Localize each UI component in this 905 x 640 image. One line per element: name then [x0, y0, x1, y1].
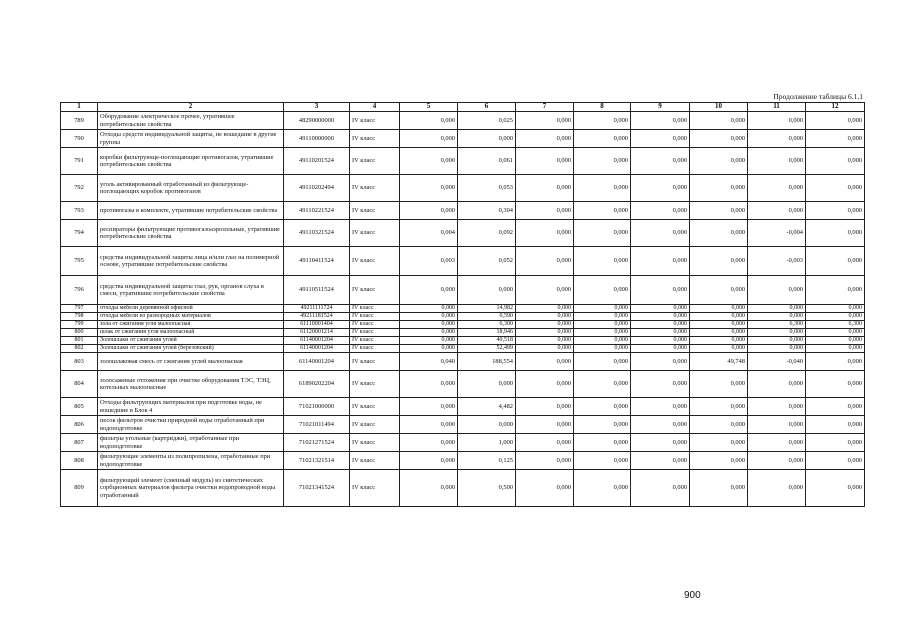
- waste-name: шлак от сжигания угля малоопасный: [98, 329, 284, 337]
- value-cell: 0,000: [400, 470, 458, 507]
- fkko-code: 49110201524: [284, 148, 350, 175]
- value-cell: 0,000: [631, 305, 690, 313]
- value-cell: 0,053: [458, 175, 516, 202]
- value-cell: 0,000: [748, 148, 806, 175]
- table-row: [61, 371, 865, 398]
- value-cell: 0,000: [806, 398, 865, 416]
- value-cell: 0,000: [574, 337, 631, 345]
- value-cell: 0,000: [516, 434, 574, 452]
- value-cell: 0,000: [516, 329, 574, 337]
- waste-name: зола от сжигания угля малоопасная: [98, 321, 284, 329]
- value-cell: 0,000: [400, 112, 458, 130]
- value-cell: 0,000: [400, 371, 458, 398]
- table-row: [61, 345, 865, 353]
- row-number: 791: [61, 148, 98, 175]
- value-cell: 0,000: [574, 130, 631, 148]
- hazard-class: IV класс: [350, 329, 400, 337]
- value-cell: 0,000: [631, 398, 690, 416]
- row-number: 807: [61, 434, 98, 452]
- table-row: [61, 321, 865, 329]
- value-cell: 40,518: [458, 337, 516, 345]
- col-header: 6: [458, 103, 516, 112]
- value-cell: 0,000: [748, 305, 806, 313]
- value-cell: 0,000: [806, 416, 865, 434]
- value-cell: 0,000: [574, 202, 631, 220]
- waste-name: средства индивидуальной защиты глаз, рук, органов слуха в смеси, утратившие потребительские свойства: [98, 276, 284, 305]
- table-row: [61, 247, 865, 276]
- hazard-class: IV класс: [350, 148, 400, 175]
- table-body: [61, 112, 865, 507]
- value-cell: 0,000: [690, 416, 748, 434]
- value-cell: 0,000: [690, 276, 748, 305]
- value-cell: 0,000: [806, 345, 865, 353]
- value-cell: 0,000: [516, 337, 574, 345]
- table-row: [61, 130, 865, 148]
- table-row: [61, 452, 865, 470]
- fkko-code: 61890202204: [284, 371, 350, 398]
- row-number: 790: [61, 130, 98, 148]
- value-cell: 0,092: [458, 220, 516, 247]
- value-cell: 0,000: [458, 371, 516, 398]
- value-cell: 49,748: [690, 353, 748, 371]
- value-cell: 0,061: [458, 148, 516, 175]
- value-cell: 0,000: [516, 305, 574, 313]
- value-cell: 0,000: [690, 130, 748, 148]
- value-cell: 0,000: [400, 434, 458, 452]
- value-cell: 0,000: [690, 329, 748, 337]
- value-cell: 0,000: [806, 130, 865, 148]
- value-cell: 0,000: [574, 175, 631, 202]
- row-number: 796: [61, 276, 98, 305]
- value-cell: 0,000: [806, 220, 865, 247]
- waste-name: противогазы в комплекте, утратившие потребительские свойства: [98, 202, 284, 220]
- value-cell: 0,000: [574, 416, 631, 434]
- value-cell: 0,000: [748, 470, 806, 507]
- value-cell: 0,000: [400, 452, 458, 470]
- value-cell: 0,000: [806, 329, 865, 337]
- value-cell: 0,000: [631, 371, 690, 398]
- hazard-class: IV класс: [350, 247, 400, 276]
- value-cell: 0,000: [631, 353, 690, 371]
- value-cell: 0,000: [400, 329, 458, 337]
- waste-name: Золошлаки от сжигания углей: [98, 337, 284, 345]
- value-cell: 0,000: [631, 247, 690, 276]
- value-cell: 0,000: [631, 452, 690, 470]
- hazard-class: IV класс: [350, 434, 400, 452]
- value-cell: 0,000: [748, 329, 806, 337]
- value-cell: 0,000: [400, 175, 458, 202]
- value-cell: 0,000: [458, 130, 516, 148]
- value-cell: 0,000: [516, 276, 574, 305]
- fkko-code: 49110321524: [284, 220, 350, 247]
- value-cell: 0,025: [458, 112, 516, 130]
- col-header: 5: [400, 103, 458, 112]
- value-cell: 6,300: [748, 321, 806, 329]
- value-cell: 0,000: [806, 470, 865, 507]
- row-number: 801: [61, 337, 98, 345]
- value-cell: 0,000: [748, 371, 806, 398]
- waste-name: респираторы фильтрующие противогазоаэрозольные, утратившие потребительские свойства: [98, 220, 284, 247]
- value-cell: 0,000: [574, 452, 631, 470]
- value-cell: 0,003: [400, 247, 458, 276]
- table-row: [61, 112, 865, 130]
- table-row: [61, 313, 865, 321]
- value-cell: 0,000: [400, 345, 458, 353]
- value-cell: 0,000: [748, 434, 806, 452]
- fkko-code: 49110511524: [284, 276, 350, 305]
- value-cell: 0,000: [574, 112, 631, 130]
- value-cell: 0,000: [516, 452, 574, 470]
- value-cell: 0,000: [400, 313, 458, 321]
- value-cell: 0,000: [748, 452, 806, 470]
- value-cell: 0,000: [806, 148, 865, 175]
- col-header: 8: [574, 103, 631, 112]
- waste-name: фильтрующие элементы из полипропилена, отработанные при водоподготовке: [98, 452, 284, 470]
- value-cell: 0,000: [574, 470, 631, 507]
- waste-name: отходы мебели деревянной офисной: [98, 305, 284, 313]
- value-cell: 0,000: [516, 353, 574, 371]
- waste-name: золосажевые отложения при очистке оборудования ТЭС, ТЭЦ, котельных малоопасные: [98, 371, 284, 398]
- waste-name: фильтрующий элемент (сменный модуль) из синтетических сорбционных материалов фильтра очистки водопроводной воды отработанный: [98, 470, 284, 507]
- fkko-code: 61110001404: [284, 321, 350, 329]
- value-cell: 0,000: [748, 398, 806, 416]
- table-row: [61, 416, 865, 434]
- value-cell: 0,000: [806, 371, 865, 398]
- value-cell: 0,500: [458, 470, 516, 507]
- value-cell: 0,000: [631, 416, 690, 434]
- value-cell: 0,000: [574, 220, 631, 247]
- value-cell: 52,499: [458, 345, 516, 353]
- value-cell: 0,000: [631, 329, 690, 337]
- value-cell: 0,000: [690, 220, 748, 247]
- col-header: 12: [806, 103, 865, 112]
- value-cell: 0,000: [400, 321, 458, 329]
- value-cell: 0,000: [631, 321, 690, 329]
- value-cell: 0,000: [400, 148, 458, 175]
- row-number: 804: [61, 371, 98, 398]
- value-cell: 0,000: [516, 175, 574, 202]
- fkko-code: 49110221524: [284, 202, 350, 220]
- table-row: [61, 470, 865, 507]
- waste-name: уголь активированный отработанный из фильтрующе-поглощающих коробок противогазов: [98, 175, 284, 202]
- value-cell: 0,000: [806, 434, 865, 452]
- fkko-code: 71021000000: [284, 398, 350, 416]
- value-cell: 0,000: [631, 337, 690, 345]
- value-cell: 0,000: [400, 398, 458, 416]
- header-row: [61, 103, 865, 112]
- col-header: 1: [61, 103, 98, 112]
- value-cell: 0,000: [690, 434, 748, 452]
- value-cell: 0,000: [574, 371, 631, 398]
- value-cell: 0,000: [516, 470, 574, 507]
- row-number: 809: [61, 470, 98, 507]
- hazard-class: IV класс: [350, 276, 400, 305]
- waste-table: [60, 102, 865, 507]
- value-cell: 0,000: [631, 148, 690, 175]
- value-cell: 0,000: [690, 345, 748, 353]
- value-cell: 18,946: [458, 329, 516, 337]
- value-cell: 0,000: [748, 175, 806, 202]
- hazard-class: IV класс: [350, 416, 400, 434]
- hazard-class: IV класс: [350, 470, 400, 507]
- row-number: 798: [61, 313, 98, 321]
- value-cell: 188,554: [458, 353, 516, 371]
- fkko-code: 71021341524: [284, 470, 350, 507]
- value-cell: 0,000: [516, 247, 574, 276]
- hazard-class: IV класс: [350, 313, 400, 321]
- value-cell: 0,000: [400, 305, 458, 313]
- value-cell: 0,000: [806, 305, 865, 313]
- waste-name: золошлаковая смесь от сжигания углей малоопасная: [98, 353, 284, 371]
- waste-name: коробки фильтрующе-поглощающие противогазов, утратившие потребительские свойства: [98, 148, 284, 175]
- value-cell: 0,000: [631, 175, 690, 202]
- value-cell: 0,000: [690, 337, 748, 345]
- value-cell: 0,000: [690, 175, 748, 202]
- col-header: 10: [690, 103, 748, 112]
- value-cell: 0,000: [690, 148, 748, 175]
- value-cell: 0,590: [458, 313, 516, 321]
- value-cell: 0,000: [574, 148, 631, 175]
- value-cell: 0,000: [516, 202, 574, 220]
- hazard-class: IV класс: [350, 345, 400, 353]
- fkko-code: 49110411524: [284, 247, 350, 276]
- value-cell: 0,000: [400, 276, 458, 305]
- table-row: [61, 434, 865, 452]
- table-caption: Продолжение таблицы 6.1.1: [773, 92, 863, 101]
- fkko-code: 61140001204: [284, 353, 350, 371]
- value-cell: 0,000: [806, 337, 865, 345]
- value-cell: 0,000: [690, 398, 748, 416]
- value-cell: 0,000: [690, 202, 748, 220]
- fkko-code: 61140001204: [284, 337, 350, 345]
- row-number: 800: [61, 329, 98, 337]
- hazard-class: IV класс: [350, 353, 400, 371]
- waste-name: Золошлаки от сжигания углей (березовский): [98, 345, 284, 353]
- fkko-code: 71021321514: [284, 452, 350, 470]
- value-cell: 0,040: [400, 353, 458, 371]
- row-number: 793: [61, 202, 98, 220]
- table-row: [61, 329, 865, 337]
- hazard-class: IV класс: [350, 202, 400, 220]
- waste-name: Отходы фильтрующих материалов при подготовке воды, не вошедшие в Блок 4: [98, 398, 284, 416]
- value-cell: 0,000: [458, 276, 516, 305]
- value-cell: 0,000: [806, 452, 865, 470]
- value-cell: 0,000: [631, 434, 690, 452]
- hazard-class: IV класс: [350, 305, 400, 313]
- value-cell: 0,000: [516, 345, 574, 353]
- value-cell: 0,000: [574, 313, 631, 321]
- value-cell: 0,000: [806, 276, 865, 305]
- hazard-class: IV класс: [350, 452, 400, 470]
- value-cell: 0,000: [574, 329, 631, 337]
- hazard-class: IV класс: [350, 371, 400, 398]
- row-number: 808: [61, 452, 98, 470]
- hazard-class: IV класс: [350, 220, 400, 247]
- col-header: 2: [98, 103, 284, 112]
- value-cell: 0,000: [748, 130, 806, 148]
- value-cell: 0,000: [574, 276, 631, 305]
- table-row: [61, 398, 865, 416]
- value-cell: 0,000: [516, 398, 574, 416]
- row-number: 795: [61, 247, 98, 276]
- value-cell: 0,000: [748, 345, 806, 353]
- value-cell: 0,304: [458, 202, 516, 220]
- value-cell: -0,004: [748, 220, 806, 247]
- value-cell: 0,000: [516, 220, 574, 247]
- value-cell: 0,000: [516, 130, 574, 148]
- value-cell: 0,000: [574, 398, 631, 416]
- value-cell: 0,000: [400, 130, 458, 148]
- fkko-code: 49110000000: [284, 130, 350, 148]
- fkko-code: 61120001214: [284, 329, 350, 337]
- value-cell: 0,000: [516, 416, 574, 434]
- fkko-code: 49211181524: [284, 313, 350, 321]
- value-cell: 0,000: [748, 337, 806, 345]
- col-header: 3: [284, 103, 350, 112]
- table-row: [61, 305, 865, 313]
- hazard-class: IV класс: [350, 175, 400, 202]
- waste-name: Оборудование электрическое прочее, утратившее потребительские свойства: [98, 112, 284, 130]
- value-cell: 0,000: [690, 371, 748, 398]
- value-cell: 0,000: [631, 220, 690, 247]
- value-cell: 0,000: [631, 470, 690, 507]
- value-cell: 0,000: [690, 321, 748, 329]
- row-number: 799: [61, 321, 98, 329]
- value-cell: 0,000: [574, 305, 631, 313]
- value-cell: 0,000: [806, 313, 865, 321]
- fkko-code: 48290000000: [284, 112, 350, 130]
- waste-name: средства индивидуальной защиты лица и/или глаз на полимерной основе, утратившие потребительские свойства: [98, 247, 284, 276]
- value-cell: 0,000: [631, 276, 690, 305]
- value-cell: 0,004: [400, 220, 458, 247]
- row-number: 803: [61, 353, 98, 371]
- fkko-code: 71021271524: [284, 434, 350, 452]
- page-number: 900: [684, 590, 701, 601]
- table-row: [61, 276, 865, 305]
- fkko-code: 61140001204: [284, 345, 350, 353]
- value-cell: 0,000: [806, 202, 865, 220]
- value-cell: 0,000: [516, 112, 574, 130]
- value-cell: 0,000: [690, 247, 748, 276]
- col-header: 7: [516, 103, 574, 112]
- hazard-class: IV класс: [350, 398, 400, 416]
- table-row: [61, 337, 865, 345]
- value-cell: 0,000: [631, 313, 690, 321]
- fkko-code: 71021011494: [284, 416, 350, 434]
- value-cell: 0,000: [631, 130, 690, 148]
- value-cell: 6,300: [458, 321, 516, 329]
- value-cell: 0,000: [690, 470, 748, 507]
- value-cell: 0,000: [516, 371, 574, 398]
- col-header: 9: [631, 103, 690, 112]
- value-cell: -0,003: [748, 247, 806, 276]
- value-cell: 1,000: [458, 434, 516, 452]
- value-cell: 0,000: [631, 202, 690, 220]
- value-cell: 0,000: [400, 202, 458, 220]
- value-cell: 4,482: [458, 398, 516, 416]
- value-cell: 0,000: [516, 313, 574, 321]
- row-number: 805: [61, 398, 98, 416]
- row-number: 792: [61, 175, 98, 202]
- waste-name: Отходы средств индивидуальной защиты, не вошедшие в другие группы: [98, 130, 284, 148]
- value-cell: 0,000: [400, 416, 458, 434]
- value-cell: 0,000: [516, 321, 574, 329]
- value-cell: 0,000: [806, 353, 865, 371]
- value-cell: 0,000: [748, 276, 806, 305]
- table-row: [61, 148, 865, 175]
- value-cell: 0,000: [574, 321, 631, 329]
- value-cell: 0,000: [748, 112, 806, 130]
- value-cell: 0,000: [748, 202, 806, 220]
- value-cell: 0,000: [748, 313, 806, 321]
- hazard-class: IV класс: [350, 130, 400, 148]
- row-number: 794: [61, 220, 98, 247]
- waste-name: песок фильтров очистки природной воды отработанный при водоподготовке: [98, 416, 284, 434]
- col-header: 11: [748, 103, 806, 112]
- fkko-code: 49110202494: [284, 175, 350, 202]
- value-cell: 0,000: [806, 112, 865, 130]
- value-cell: 0,052: [458, 247, 516, 276]
- row-number: 806: [61, 416, 98, 434]
- value-cell: 0,000: [806, 247, 865, 276]
- value-cell: 0,000: [631, 345, 690, 353]
- value-cell: 0,000: [516, 148, 574, 175]
- row-number: 789: [61, 112, 98, 130]
- value-cell: -0,040: [748, 353, 806, 371]
- value-cell: 0,000: [574, 247, 631, 276]
- value-cell: 0,000: [690, 305, 748, 313]
- hazard-class: IV класс: [350, 321, 400, 329]
- col-header: 4: [350, 103, 400, 112]
- value-cell: 6,300: [806, 321, 865, 329]
- table-row: [61, 353, 865, 371]
- value-cell: 0,000: [690, 313, 748, 321]
- value-cell: 0,000: [631, 112, 690, 130]
- fkko-code: 49211111724: [284, 305, 350, 313]
- value-cell: 14,982: [458, 305, 516, 313]
- value-cell: 0,000: [574, 345, 631, 353]
- value-cell: 0,000: [690, 112, 748, 130]
- value-cell: 0,000: [400, 337, 458, 345]
- table-row: [61, 220, 865, 247]
- row-number: 797: [61, 305, 98, 313]
- table-row: [61, 175, 865, 202]
- value-cell: 0,000: [690, 452, 748, 470]
- table-row: [61, 202, 865, 220]
- value-cell: 0,125: [458, 452, 516, 470]
- value-cell: 0,000: [806, 175, 865, 202]
- row-number: 802: [61, 345, 98, 353]
- value-cell: 0,000: [458, 416, 516, 434]
- waste-name: отходы мебели из разнородных материалов: [98, 313, 284, 321]
- hazard-class: IV класс: [350, 112, 400, 130]
- value-cell: 0,000: [574, 434, 631, 452]
- value-cell: 0,000: [748, 416, 806, 434]
- hazard-class: IV класс: [350, 337, 400, 345]
- value-cell: 0,000: [574, 353, 631, 371]
- waste-name: фильтры угольные (картриджи), отработанные при водоподготовке: [98, 434, 284, 452]
